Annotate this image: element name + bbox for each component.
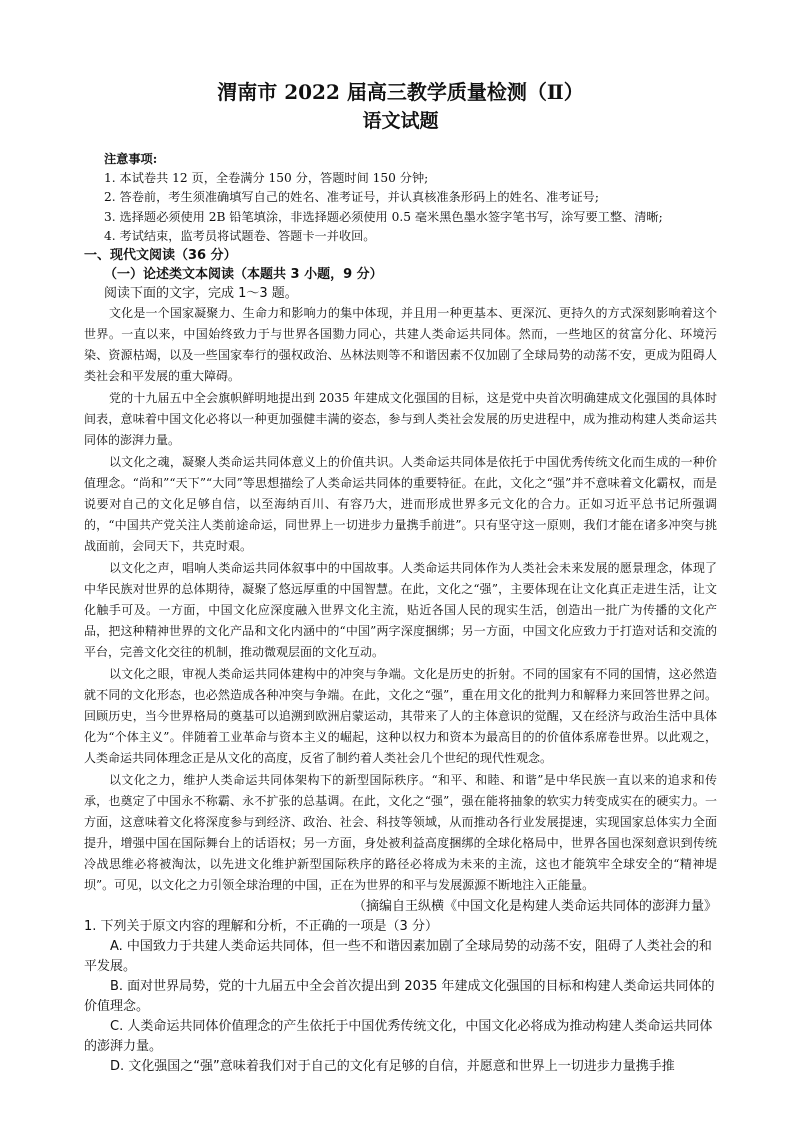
option-b: B. 面对世界局势，党的十九届五中全会首次提出到 2035 年建成文化强国的目标和构建人类命运共同体的价值理念。	[84, 979, 715, 1015]
notice-item: 1. 本试卷共 12 页，全卷满分 150 分，答题时间 150 分钟;	[104, 171, 429, 186]
passage-paragraph: 以文化之魂，凝聚人类命运共同体意义上的价值共识。人类命运共同体是依托于中国优秀传统文化而生成的一种价值理念。“尚和”“天下”“大同”等思想描绘了人类命运共同体的重要特征。在此，文化之“强”并不意味着文化霸权，而是说要对自己的文化足够自信，以至海纳百川、有容乃大，进而形成世界多元文化的合力。正如习近平总书记所强调的，“中国共产党关注人类前途命运，同世界上一切进步力量携手前进”。只有坚守这一原则，我们才能在诸多冲突与挑战面前，会同天下，共克时艰。	[84, 455, 717, 554]
notice-title: 注意事项:	[104, 152, 158, 166]
notice-item: 2. 答卷前，考生须准确填写自己的姓名、准考证号，并认真核准条形码上的姓名、准考证号;	[104, 190, 599, 205]
page-title: 渭南市 2022 届高三教学质量检测（Ⅱ）	[217, 80, 584, 104]
page-subtitle: 语文试题	[362, 110, 439, 132]
reading-instruction: 阅读下面的文字，完成 1～3 题。	[104, 286, 298, 302]
question-stem: 1. 下列关于原文内容的理解和分析，不正确的一项是（3 分）	[84, 919, 438, 935]
section-heading: 一、现代文阅读（36 分）	[84, 248, 237, 264]
option-c: C. 人类命运共同体价值理念的产生依托于中国优秀传统文化，中国文化必将成为推动构建人类命运共同体的澎湃力量。	[84, 1019, 713, 1055]
passage-paragraph: 以文化之声，唱响人类命运共同体叙事中的中国故事。人类命运共同体作为人类社会未来发展的愿景理念，体现了中华民族对世界的总体期待，凝聚了悠远厚重的中国智慧。在此，文化之“强”，主要体现在让文化真正走进生活，让文化触手可及。一方面，中国文化应深度融入世界文化主流，贴近各国人民的现实生活，创造出一批广为传播的文化产品，把这种精神世界的文化产品和文化内涵中的“中国”两字深度捆绑；另一方面，中国文化应致力于打造对话和交流的平台，完善文化交往的机制，推动微观层面的文化互动。	[84, 561, 717, 660]
passage-paragraph: 党的十九届五中全会旗帜鲜明地提出到 2035 年建成文化强国的目标，这是党中央首次明确建成文化强国的具体时间表，意味着中国文化必将以一种更加强健丰满的姿态，参与到人类社会发展的历史进程中，成为推动构建人类命运共同体的澎湃力量。	[84, 391, 717, 448]
notice-item: 3. 选择题必须使用 2B 铅笔填涂，非选择题必须使用 0.5 毫米黑色墨水签字笔书写，涂写要工整、清晰;	[104, 209, 663, 224]
passage-paragraph: 以文化之眼，审视人类命运共同体建构中的冲突与争端。文化是历史的折射。不同的国家有不同的国情，这必然造就不同的文化形态，也必然造成各种冲突与争端。在此，文化之“强”，重在用文化的批判力和解释力来回答世界之问。回顾历史，当今世界格局的奠基可以追溯到欧洲启蒙运动，其带来了人的主体意识的觉醒，又在经济与政治生活中具体化为“个体主义”。伴随着工业革命与资本主义的崛起，这种以权力和资本为最高目的的价值体系席卷世界。以此观之，人类命运共同体理念正是从文化的高度，反省了制约着人类社会几个世纪的现代性观念。	[84, 667, 717, 766]
passage-paragraph: 以文化之力，维护人类命运共同体架构下的新型国际秩序。“和平、和睦、和谐”是中华民族一直以来的追求和传承，也奠定了中国永不称霸、永不扩张的总基调。在此，文化之“强”，强在能将抽象的软实力转变成实在的硬实力。一方面，这意味着文化将深度参与到经济、政治、社会、科技等领域，从而推动各行业发展提速，实现国家总体实力全面提升，增强中国在国际舞台上的话语权；另一方面，身处被利益高度捆绑的全球化格局中，世界各国也深刻意识到传统冷战思维必将被淘汰，以先进文化维护新型国际秩序的路径必将成为未来的主流，这也才能筑牢全球安全的“精神堤坝”。可见，以文化之力引领全球治理的中国，正在为世界的和平与发展源源不断地注入正能量。	[84, 773, 717, 893]
question-1	[84, 917, 717, 1077]
subsection-heading: （一）论述类文本阅读（本题共 3 小题，9 分）	[104, 267, 383, 283]
passage-paragraph: 文化是一个国家凝聚力、生命力和影响力的集中体现，并且用一种更基本、更深沉、更持久的方式深刻影响着这个世界。一直以来，中国始终致力于与世界各国勠力同心，共建人类命运共同体。然而，一些地区的贫富分化、环境污染、资源枯竭，以及一些国家奉行的强权政治、丛林法则等不和谐因素不仅加剧了全球局势的动荡不安，更成为阻碍人类社会和平发展的重大障碍。	[84, 306, 717, 384]
notice-item: 4. 考试结束，监考员将试题卷、答题卡一并收回。	[104, 228, 376, 243]
option-a: A. 中国致力于共建人类命运共同体，但一些不和谐因素加剧了全球局势的动荡不安，阻碍了人类社会的和平发展。	[84, 939, 712, 975]
notice-block	[84, 150, 717, 246]
option-d: D. 文化强国之“强”意味着我们对于自己的文化有足够的自信，并愿意和世界上一切进步力量携手推	[110, 1059, 675, 1075]
passage-source: （摘编自王纵横《中国文化是构建人类命运共同体的澎湃力量》	[352, 899, 717, 915]
reading-passage	[84, 303, 717, 896]
